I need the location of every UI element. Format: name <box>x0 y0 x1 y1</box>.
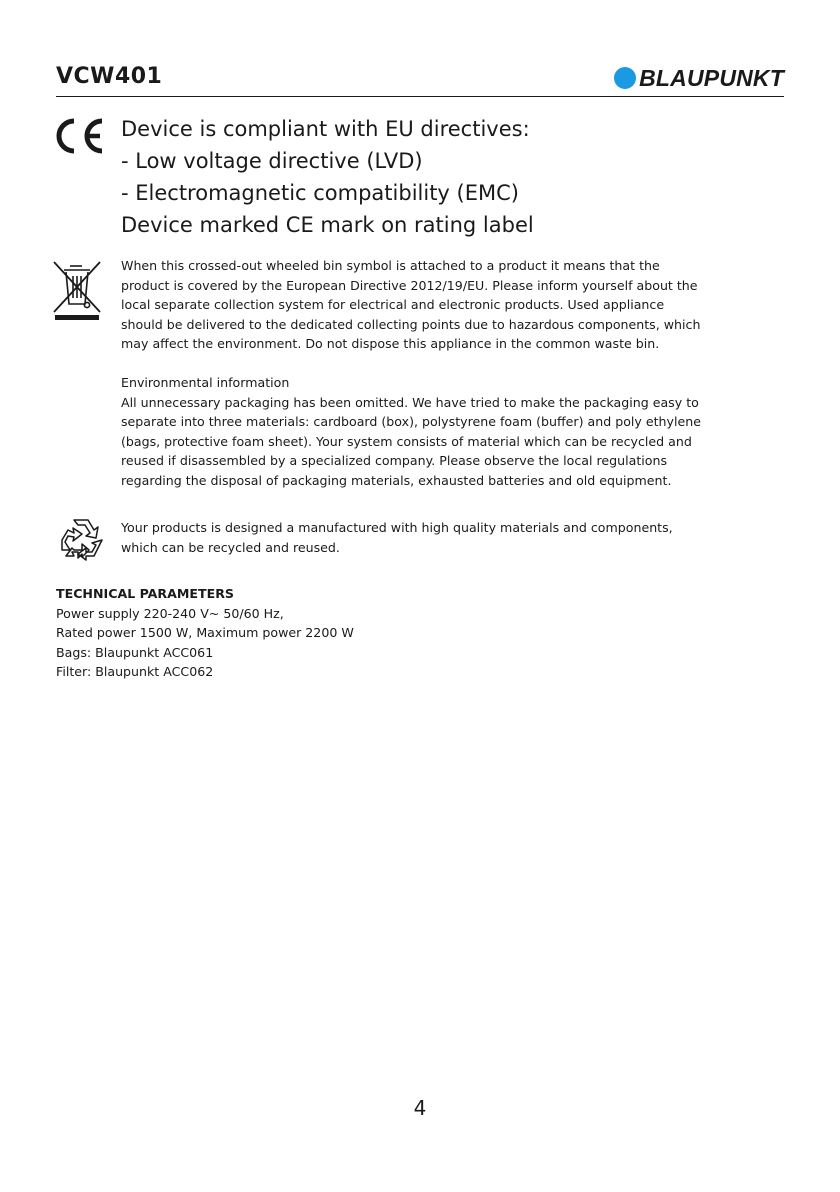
brand-name: BLAUPUNKT <box>639 64 784 91</box>
technical-parameters <box>56 584 556 682</box>
text-line: reused if disassembled by a specialized company. Please observe the local regulations <box>121 453 668 468</box>
text-line: may affect the environment. Do not dispose this appliance in the common waste bin. <box>121 336 660 351</box>
recycle-paragraph <box>121 518 786 557</box>
ce-line: Device marked CE mark on rating label <box>121 213 534 237</box>
text-line: local separate collection system for electrical and electronic products. Used appliance <box>121 297 665 312</box>
environmental-heading: Environmental information <box>121 375 290 390</box>
technical-title: TECHNICAL PARAMETERS <box>56 586 234 601</box>
environmental-paragraph <box>121 373 786 490</box>
spec-line: Rated power 1500 W, Maximum power 2200 W <box>56 625 354 640</box>
text-line: regarding the disposal of packaging materials, exhausted batteries and old equipment. <box>121 472 672 488</box>
ce-mark-icon <box>52 118 108 154</box>
text-line: All unnecessary packaging has been omitted. We have tried to make the packaging easy to <box>121 394 699 410</box>
weee-paragraph <box>121 256 786 354</box>
brand-dot-icon <box>614 67 636 89</box>
spec-line: Bags: Blaupunkt ACC061 <box>56 644 214 660</box>
ce-line: - Electromagnetic compatibility (EMC) <box>121 181 519 205</box>
crossed-out-wheeled-bin-icon <box>52 260 102 322</box>
recycle-icon <box>56 514 106 564</box>
text-line: should be delivered to the dedicated collecting points due to hazardous components, which <box>121 316 701 332</box>
page-number: 4 <box>413 1096 427 1120</box>
spec-line: Filter: Blaupunkt ACC062 <box>56 664 214 679</box>
text-line: When this crossed-out wheeled bin symbol is attached to a product it means that the <box>121 258 660 273</box>
text-line: product is covered by the European Directive 2012/19/EU. Please inform yourself about the <box>121 277 698 293</box>
spec-line: Power supply 220-240 V~ 50/60 Hz, <box>56 605 284 621</box>
brand-logo <box>614 66 784 90</box>
ce-line: Device is compliant with EU directives: <box>121 117 530 141</box>
header-divider <box>56 96 784 97</box>
model-number: VCW401 <box>56 64 163 89</box>
text-line: which can be recycled and reused. <box>121 539 340 555</box>
ce-line: - Low voltage directive (LVD) <box>121 149 423 173</box>
ce-compliance-text <box>121 113 801 241</box>
page-header <box>56 64 784 98</box>
text-line: Your products is designed a manufactured with high quality materials and components, <box>121 520 673 535</box>
text-line: (bags, protective foam sheet). Your system consists of material which can be recycled and <box>121 433 692 449</box>
text-line: separate into three materials: cardboard (box), polystyrene foam (buffer) and poly ethylene <box>121 414 701 429</box>
